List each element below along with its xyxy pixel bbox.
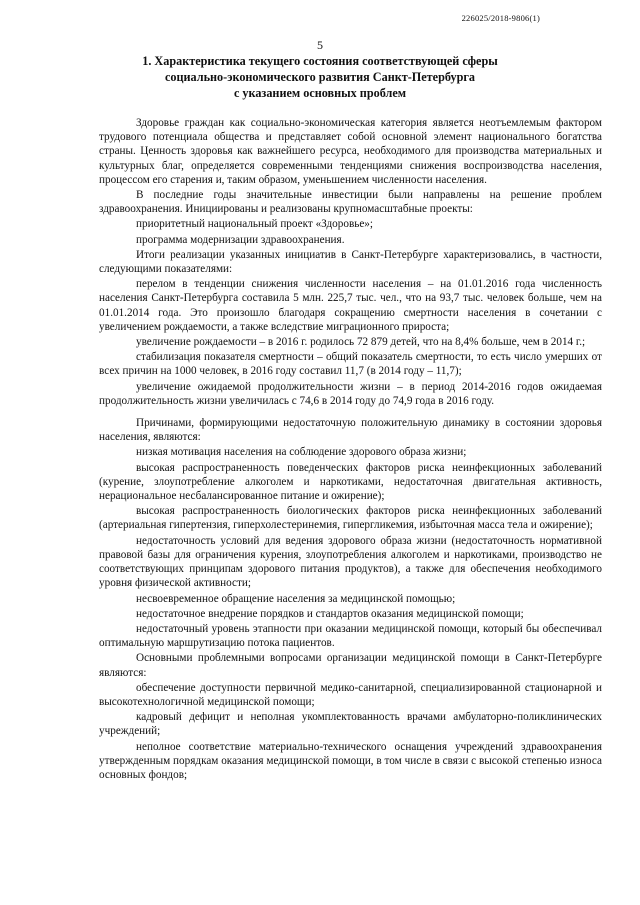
list-item: перелом в тенденции снижения численности населения – на 01.01.2016 года численность населения Санкт-Петербурга составила 5 млн. 225,7 тыс. чел., что на 93,7 тыс. человек больше, чем на 01.01.2014 года. Это произошло благодаря сокращению смертности населения в сочетании с увеличением рождаемости, а также вследствие миграционного прироста; bbox=[99, 278, 602, 333]
section-heading bbox=[60, 53, 580, 101]
list-item: несвоевременное обращение населения за медицинской помощью; bbox=[136, 592, 456, 605]
list-item: программа модернизации здравоохранения. bbox=[136, 233, 345, 246]
paragraph: Здоровье граждан как социально-экономическая категория является неотъемлемым фактором трудового потенциала общества и представляет собой основной элемент национального богатства страны. Ценность здоровья как важнейшего ресурса, необходимого для производства материальных и культурных благ, определяется современными тенденциями снижения воспроизводства населения, процессом его старения и, таким образом, уменьшением численности населения. bbox=[99, 117, 602, 186]
list-item: стабилизация показателя смертности – общий показатель смертности, то есть число умерших от всех причин на 1000 человек, в 2016 году составил 11,7 (в 2014 году – 11,7); bbox=[99, 351, 602, 378]
section-heading-line: с указанием основных проблем bbox=[233, 86, 407, 100]
list-item: приоритетный национальный проект «Здоровье»; bbox=[136, 218, 374, 231]
list-item: кадровый дефицит и неполная укомплектованность врачами амбулаторно-поликлинических учреждений; bbox=[99, 711, 602, 738]
list-item: неполное соответствие материально-технического оснащения учреждений здравоохранения утвержденным порядкам оказания медицинской помощи, в том числе в связи с высокой степенью износа основных фондов; bbox=[99, 740, 602, 781]
paragraph: Основными проблемными вопросами организации медицинской помощи в Санкт-Петербурге являются: bbox=[99, 652, 602, 679]
list-item: недостаточность условий для ведения здорового образа жизни (недостаточность нормативной правовой базы для ограничения курения, злоупотребления алкоголем и наркотиками, производство не соответствующих принципам здорового питания продуктов), а также для обеспечения необходимого уровня физической активности; bbox=[99, 534, 602, 590]
list-item: низкая мотивация населения на соблюдение здорового образа жизни; bbox=[136, 446, 467, 459]
list-item: увеличение рождаемости – в 2016 г. родилось 72 879 детей, что на 8,4% больше, чем в 2014 г.; bbox=[136, 336, 586, 349]
section-heading-line: 1. Характеристика текущего состояния соответствующей сферы bbox=[142, 54, 498, 68]
document-body bbox=[99, 116, 602, 783]
paragraph: Причинами, формирующими недостаточную положительную динамику в состоянии здоровья населения, являются: bbox=[99, 417, 602, 444]
list-item: увеличение ожидаемой продолжительности жизни – в период 2014-2016 годов ожидаемая продолжительность жизни увеличилась с 74,6 в 2014 году до 74,9 года в 2016 году. bbox=[99, 380, 602, 407]
list-item: высокая распространенность биологических факторов риска неинфекционных заболеваний (артериальная гипертензия, гиперхолестеринемия, гипергликемия, избыточная масса тела и ожирение); bbox=[99, 505, 602, 532]
section-heading-line: социально-экономического развития Санкт-Петербурга bbox=[164, 70, 475, 84]
paragraph: Итоги реализации указанных инициатив в Санкт-Петербурге характеризовались, в частности, следующими показателями: bbox=[99, 248, 602, 276]
document-number: 226025/2018-9806(1) bbox=[461, 13, 540, 23]
list-item: обеспечение доступности первичной медико-санитарной, специализированной стационарной и высокотехнологичной медицинской помощи; bbox=[99, 681, 602, 708]
paragraph: В последние годы значительные инвестиции были направлены на решение проблем здравоохранения. Инициированы и реализованы крупномасштабные проекты: bbox=[99, 189, 602, 216]
list-item: недостаточный уровень этапности при оказании медицинской помощи, который бы обеспечивал оптимальную маршрутизацию потока пациентов. bbox=[99, 622, 602, 650]
list-item: недостаточное внедрение порядков и стандартов оказания медицинской помощи; bbox=[136, 607, 524, 620]
list-item: высокая распространенность поведенческих факторов риска неинфекционных заболеваний (курение, злоупотребление алкоголем и наркотиками, недостаточная двигательная активность, нерациональное несбалансированное питание и ожирение); bbox=[99, 461, 602, 503]
page-number: 5 bbox=[317, 38, 323, 52]
